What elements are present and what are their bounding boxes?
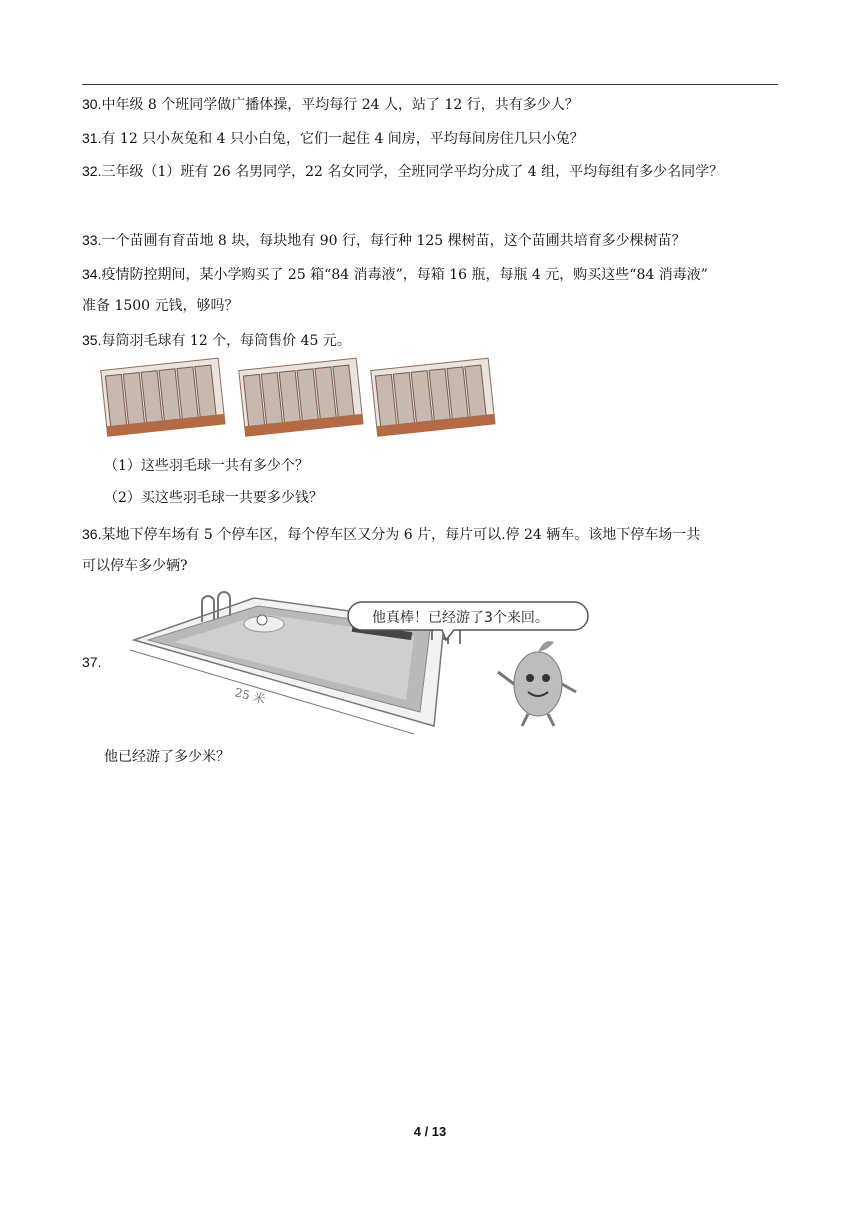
question-34-cont: 准备 1500 元钱，够吗？ (82, 298, 239, 314)
question-35: 35.每筒羽毛球有 12 个，每筒售价 45 元。 (82, 332, 351, 349)
question-33: 33.一个苗圃有育苗地 8 块，每块地有 90 行，每行种 125 棵树苗，这个苗圃共培育多少棵树苗？ (82, 232, 686, 249)
question-32: 32.三年级（1）班有 26 名男同学，22 名女同学，全班同学平均分成了 4 组，平均每组有多少名同学？ (82, 163, 724, 180)
shuttlecock-tubes-group-2 (238, 356, 368, 440)
question-31: 31.有 12 只小灰兔和 4 只小白兔，它们一起住 4 间房，平均每间房住几只小兔？ (82, 130, 584, 147)
shuttlecock-tubes-group-3 (370, 356, 500, 440)
speech-bubble-text: 他真棒！已经游了3个来回。 (372, 610, 549, 626)
question-34: 34.疫情防控期间，某小学购买了 25 箱“84 消毒液”，每箱 16 瓶，每瓶 4 元，购买这些“84 消毒液” (82, 266, 708, 283)
shuttlecock-tubes-group-1 (100, 356, 230, 440)
header-rule (82, 84, 778, 85)
question-36: 36.某地下停车场有 5 个停车区，每个停车区又分为 6 片，每片可以.停 24 辆车。该地下停车场一共 (82, 526, 701, 543)
question-36-cont: 可以停车多少辆? (82, 558, 188, 574)
pool-length-label: 25 米 (233, 685, 267, 707)
page-number: 4 / 13 (413, 1124, 447, 1139)
swimming-pool-illustration (114, 588, 594, 736)
question-37-text: 他已经游了多少米？ (104, 749, 230, 765)
cartoon-character-icon (498, 641, 576, 726)
question-35-sub-1: （1）这些羽毛球一共有多少个？ (104, 458, 309, 474)
question-35-sub-2: （2）买这些羽毛球一共要多少钱？ (104, 490, 323, 506)
question-30: 30.中年级 8 个班同学做广播体操，平均每行 24 人，站了 12 行，共有多少人？ (82, 96, 579, 113)
question-37-number: 37. (82, 654, 102, 670)
